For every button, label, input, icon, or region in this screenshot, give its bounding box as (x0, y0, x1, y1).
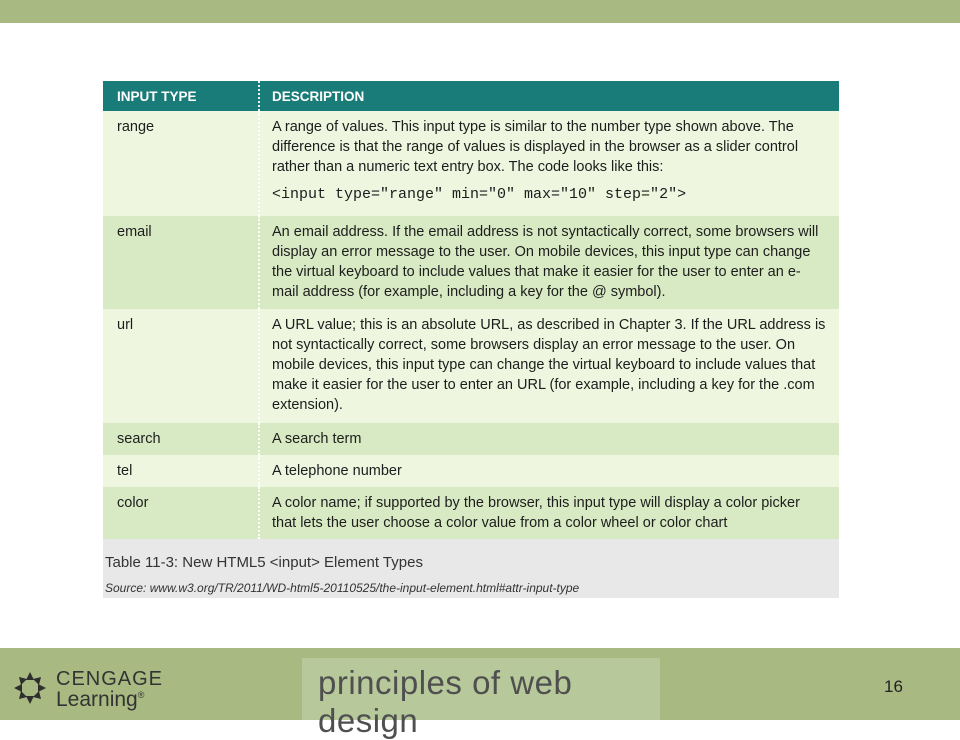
header-description: DESCRIPTION (259, 81, 839, 111)
page-number: 16 (884, 677, 903, 696)
description-cell: A telephone number (259, 455, 839, 487)
description-cell: An email address. If the email address is not syntactically correct, some browsers will display an error message to the user. On mobile devices, this input type can change the virtual keyboard to include values that make it easier for the user to enter an e-mail address (for example, including a key for the @ symbol). (259, 216, 839, 309)
table-row (103, 487, 839, 539)
description-cell: A search term (259, 423, 839, 455)
input-types-table (103, 81, 839, 539)
type-cell: search (103, 423, 259, 455)
table-caption: Table 11-3: New HTML5 <input> Element Types (105, 554, 423, 571)
course-title-banner (302, 658, 660, 739)
code-sample: <input type="range" min="0" max="10" step="2"> (272, 186, 687, 203)
type-cell: color (103, 487, 259, 539)
top-bar (0, 0, 960, 23)
description-cell: A URL value; this is an absolute URL, as described in Chapter 3. If the URL address is not syntactically correct, some browsers display an error message to the user. On mobile devices, this input type can change the virtual keyboard to include values that make it easier for the user to enter an URL (for example, including a key for the .com extension). (259, 309, 839, 423)
logo-line2 (56, 688, 144, 712)
table-row (103, 309, 839, 423)
cengage-logo-icon (12, 670, 48, 706)
description-text: A range of values. This input type is similar to the number type shown above. The difference is that the range of values is displayed in the browser as a slider control rather than a numeric text entry box. The code looks like this: (272, 119, 799, 175)
header-input-type: INPUT TYPE (103, 81, 259, 111)
table-row (103, 423, 839, 455)
source-citation: Source: www.w3.org/TR/2011/WD-html5-20110525/the-input-element.html#attr-input-type (105, 581, 580, 595)
type-cell: range (103, 111, 259, 216)
table-row (103, 455, 839, 487)
logo-line2-text: Learning (56, 688, 138, 711)
type-cell: tel (103, 455, 259, 487)
description-cell (259, 111, 839, 216)
table-figure (103, 81, 839, 598)
course-title: principles of web design (318, 664, 573, 739)
type-cell: email (103, 216, 259, 309)
registered-mark: ® (137, 690, 145, 700)
footer-bar (0, 648, 960, 739)
description-cell: A color name; if supported by the browser, this input type will display a color picker that lets the user choose a color value from a color wheel or color chart (259, 487, 839, 539)
logo-line1: CENGAGE (56, 668, 164, 690)
type-cell: url (103, 309, 259, 423)
cengage-logo (12, 668, 172, 712)
table-row (103, 111, 839, 216)
table-row (103, 216, 839, 309)
